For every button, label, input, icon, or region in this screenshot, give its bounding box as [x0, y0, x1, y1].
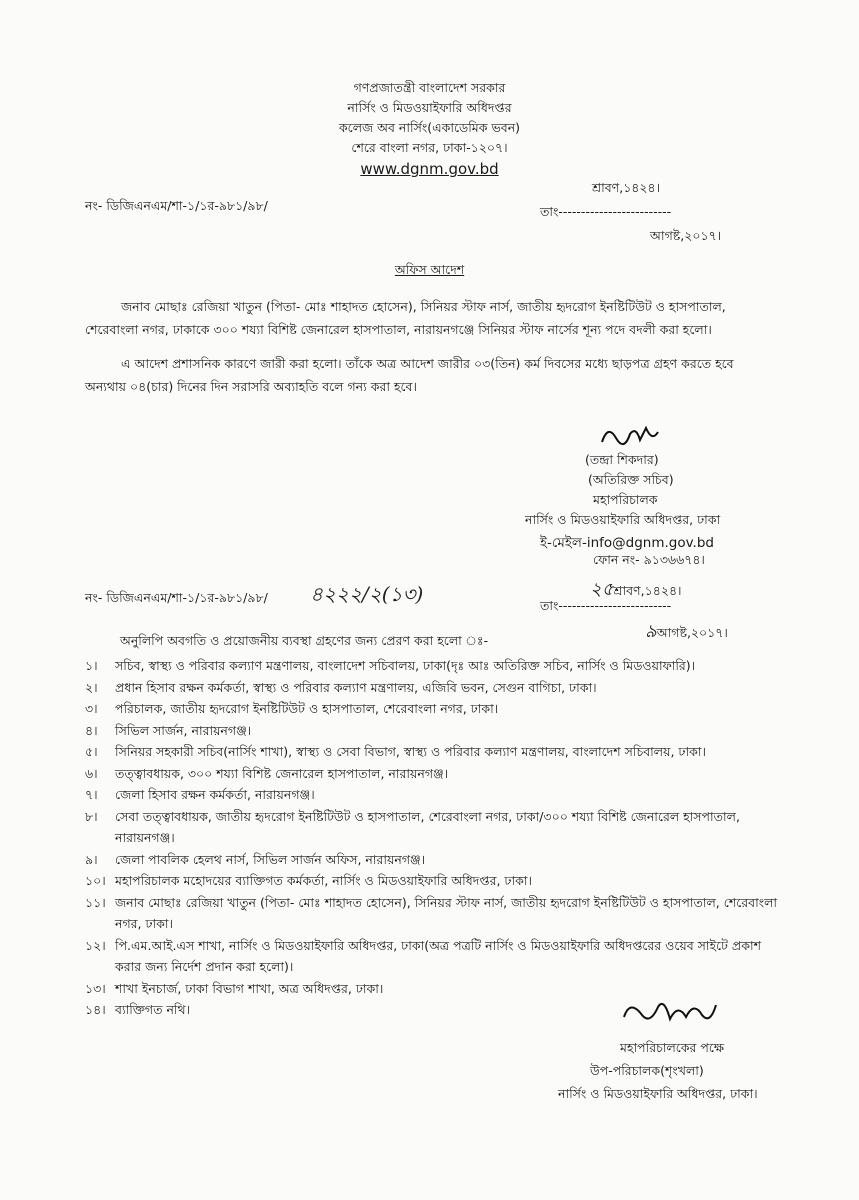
- copy-intro: অনুলিপি অবগতি ও প্রয়োজনীয় ব্যবস্থা গ্রহণের জন্য প্রেরণ করা হলো ঃ-: [120, 633, 489, 648]
- copy-item-number: ২।: [85, 679, 98, 695]
- copy-item-text: তত্ত্বাবধায়ক, ৩০০ শয্যা বিশিষ্ট জেনারেল হাসপাতাল, নারায়নগঞ্জ।: [115, 765, 449, 781]
- copy-item-number: ১।: [85, 658, 98, 673]
- copy-list-item: [85, 720, 785, 742]
- copy-list-item: [85, 655, 785, 677]
- copy-item-text: প্রধান হিসাব রক্ষন কর্মকর্তা, স্বাস্থ্য ও পরিবার কল্যাণ মন্ত্রণালয়, এজিবি ভবন, সেগুন বাগিচা, ঢাকা।: [115, 679, 597, 695]
- copy-list-item: [85, 849, 785, 871]
- signatory2-office: নার্সিং ও মিডওয়াইফারি অধিদপ্তর, ঢাকা।: [558, 1086, 758, 1101]
- signatory2-designation: উপ-পরিচালক(শৃংখলা): [590, 1063, 704, 1078]
- copy-item-text: ব্যাক্তিগত নথি।: [115, 1002, 191, 1017]
- signatory-phone: ফোন নং- ৯১৩৬৬৭৪।: [593, 552, 705, 567]
- body-paragraph-1: জনাব মোছাঃ রেজিয়া খাতুন (পিতা- মোঃ শাহাদত হোসেন), সিনিয়র স্টাফ নার্স, জাতীয় হৃদরোগ ইনষ্টিটিউট ও হাসপাতাল, শেরেবাংলা নগর, ঢাকাকে ৩০০ শয্যা বিশিষ্ট জেনারেল হাসপাতাল, নারায়নগঞ্জে সিনিয়র স্টাফ নার্সের শূন্য পদে বদলী করা হলো।: [85, 299, 726, 337]
- copy-item-text: জেলা হিসাব রক্ষন কর্মকর্তা, নারায়নগঞ্জ।: [115, 787, 315, 802]
- copy-list-item: [85, 806, 785, 849]
- memo-ref: নং- ডিজিএনএম/শা-১/১র-৯৮১/৯৮/: [85, 198, 268, 213]
- copy-item-number: ১৩।: [85, 980, 106, 996]
- govt-name: গণপ্রজাতন্ত্রী বাংলাদেশ সরকার: [353, 80, 506, 95]
- date-english-handwritten: ৯: [645, 621, 657, 642]
- copy-item-number: ৩।: [85, 701, 98, 716]
- date-label: তাং-------------------------: [540, 204, 672, 219]
- date-english: আগষ্ট,২০১৭।: [650, 228, 722, 243]
- memo2-date-bangla: শ্রাবণ,১৪২৪।: [613, 583, 682, 598]
- signatory-role: মহাপরিচালক: [593, 492, 658, 507]
- memo2-ref: নং- ডিজিএনএম/শা-১/১র-৯৮১/৯৮/: [85, 590, 268, 605]
- copy-item-text: সেবা তত্ত্বাবধায়ক, জাতীয় হৃদরোগ ইনষ্টিটিউট ও হাসপাতাল, শেরেবাংলা নগর, ঢাকা/৩০০ শয্যা বিশিষ্ট জেনারেল হাসপাতাল, নারায়নগঞ্জ।: [115, 808, 740, 845]
- on-behalf-label: মহাপরিচালকের পক্ষে: [620, 1040, 725, 1055]
- body-paragraph-2: এ আদেশ প্রশাসনিক কারণে জারী করা হলো। তাঁকে অত্র আদেশ জারীর ০৩(তিন) কর্ম দিবসের মধ্যে ছাড়পত্র গ্রহণ করতে হবে অন্যথায় ০৪(চার) দিনের দিন সরাসরি অব্যাহতি বলে গন্য করা হবে।: [85, 356, 734, 394]
- memo2-date-english: আগষ্ট,২০১৭।: [656, 625, 728, 640]
- date-day-handwritten: ২৫: [590, 579, 614, 600]
- signatory-office: নার্সিং ও মিডওয়াইফারি অধিদপ্তর, ঢাকা: [525, 512, 721, 527]
- copy-item-number: ৪।: [85, 722, 98, 738]
- copy-list: [85, 655, 785, 1021]
- copy-item-text: সিভিল সার্জন, নারায়নগঞ্জ।: [115, 722, 252, 738]
- copy-list-item: [85, 698, 785, 720]
- copy-item-text: জনাব মোছাঃ রেজিয়া খাতুন (পিতা- মোঃ শাহাদত হোসেন), সিনিয়র স্টাফ নার্স, জাতীয় হৃদরোগ ইনষ্টিটিউট ও হাসপাতাল, শেরেবাংলা নগর, ঢাকা।: [115, 894, 778, 931]
- copy-item-number: ৯।: [85, 851, 98, 867]
- copy-item-number: ৭।: [85, 787, 98, 802]
- copy-item-number: ৬।: [85, 765, 98, 781]
- copy-item-number: ১২।: [85, 937, 106, 953]
- signatory-email: ই-মেইল-info@dgnm.gov.bd: [540, 535, 714, 551]
- copy-item-text: শাখা ইনচার্জ, ঢাকা বিভাগ শাখা, অত্র অধিদপ্তর, ঢাকা।: [115, 980, 384, 996]
- copy-list-item: [85, 741, 785, 763]
- copy-item-text: সচিব, স্বাস্থ্য ও পরিবার কল্যাণ মন্ত্রণালয়, বাংলাদেশ সচিবালয়, ঢাকা(দৃঃ আঃ অতিরিক্ত সচিব, নার্সিং ও মিডওয়াফারি)।: [115, 658, 696, 673]
- signatory-name: (তন্দ্রা শিকদার): [585, 452, 659, 467]
- copy-item-number: ১৪।: [85, 1002, 106, 1017]
- document-title: অফিস আদেশ: [394, 262, 465, 277]
- signatory-designation: (অতিরিক্ত সচিব): [588, 472, 674, 487]
- copy-item-number: ১০।: [85, 873, 106, 888]
- copy-item-number: ৫।: [85, 744, 98, 759]
- memo2-ref-handwritten: ৪২২২/২(১৩): [310, 582, 424, 606]
- signature-image: [600, 420, 660, 450]
- copy-item-text: জেলা পাবলিক হেলথ নার্স, সিভিল সার্জন অফিস, নারায়নগঞ্জ।: [115, 851, 426, 867]
- copy-item-text: সিনিয়র সহকারী সচিব(নার্সিং শাখা), স্বাস্থ্য ও সেবা বিভাগ, স্বাস্থ্য ও পরিবার কল্যাণ মন্ত্রণালয়, বাংলাদেশ সচিবালয়, ঢাকা।: [115, 744, 706, 759]
- copy-item-text: পরিচালক, জাতীয় হৃদরোগ ইনষ্টিটিউট ও হাসপাতাল, শেরেবাংলা নগর, ঢাকা।: [115, 701, 499, 716]
- copy-list-item: [85, 677, 785, 699]
- copy-list-item: [85, 892, 785, 935]
- building-name: কলেজ অব নার্সিং(একাডেমিক ভবন): [338, 120, 521, 135]
- copy-item-text: পি.এম.আই.এস শাখা, নার্সিং ও মিডওয়াইফারি অধিদপ্তর, ঢাকা(অত্র পত্রটি নার্সিং ও মিডওয়াইফারি অধিদপ্তরের ওয়েব সাইটে প্রকাশ করার জন্য নির্দেশ প্রদান করা হলো)।: [115, 937, 761, 974]
- copy-item-number: ৮।: [85, 808, 98, 824]
- website-link[interactable]: www.dgnm.gov.bd: [360, 160, 499, 178]
- signature-image-2: [620, 995, 720, 1038]
- memo2-date-label: তাং-------------------------: [540, 598, 672, 613]
- department-name: নার্সিং ও মিডওয়াইফারি অধিদপ্তর: [347, 100, 512, 115]
- address: শেরে বাংলা নগর, ঢাকা-১২০৭।: [351, 140, 508, 155]
- copy-list-item: [85, 784, 785, 806]
- copy-item-number: ১১।: [85, 894, 106, 910]
- copy-list-item: [85, 935, 785, 978]
- copy-list-item: [85, 763, 785, 785]
- copy-list-item: [85, 870, 785, 892]
- date-bangla: শ্রাবণ,১৪২৪।: [592, 180, 661, 195]
- copy-item-text: মহাপরিচালক মহোদয়ের ব্যাক্তিগত কর্মকর্তা, নার্সিং ও মিডওয়াইফারি অধিদপ্তর, ঢাকা।: [115, 873, 532, 888]
